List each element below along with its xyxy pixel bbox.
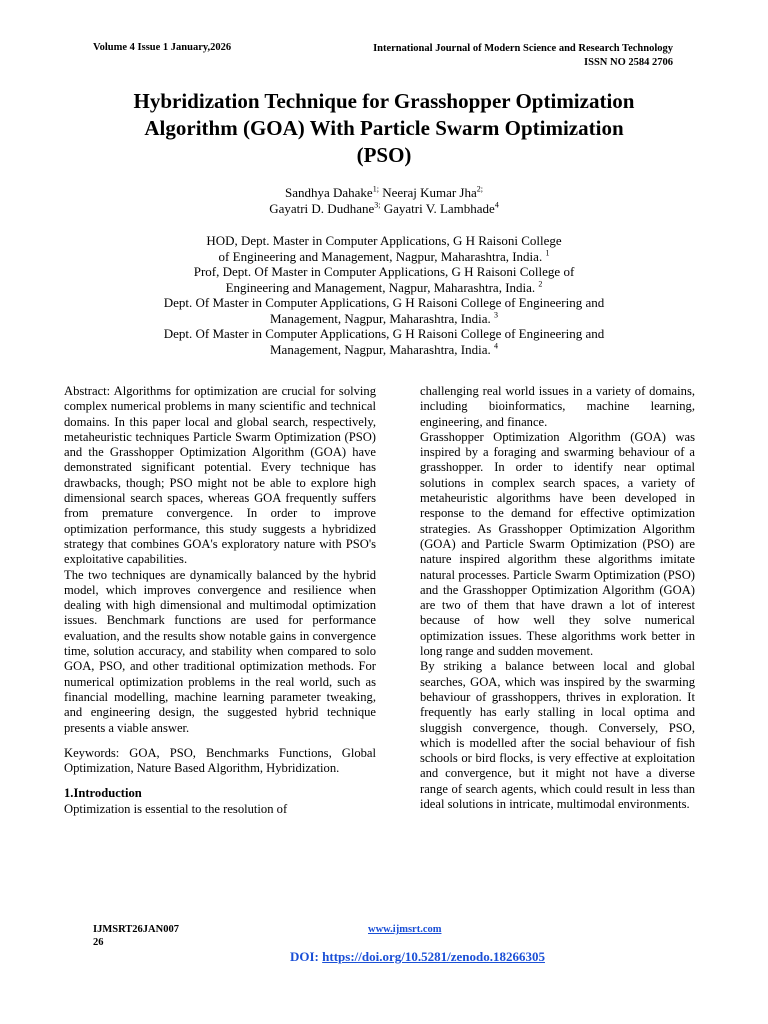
intro-paragraph-continued: challenging real world issues in a variety of domains, including bioinformatics, machine learning, engineering, and finance. bbox=[420, 384, 695, 429]
author-2-sup: 2; bbox=[476, 184, 483, 194]
introduction-start: Optimization is essential to the resolution of bbox=[64, 801, 288, 816]
title-line-2: Algorithm (GOA) With Particle Swarm Optimization bbox=[144, 116, 624, 140]
author-3-sup: 3; bbox=[374, 200, 381, 210]
affiliation-2-line-1: Prof, Dept. Of Master in Computer Applications, G H Raisoni College of bbox=[193, 264, 575, 279]
affiliation-4-line-1: Dept. Of Master in Computer Applications, G H Raisoni College of Engineering and bbox=[163, 326, 605, 341]
left-column bbox=[64, 384, 376, 817]
intro-paragraph-goa: Grasshopper Optimization Algorithm (GOA) was inspired by a foraging and swarming behaviour of a grasshopper. In order to identify near optimal solutions in complex search spaces, a variety of metaheuristic algorithms have been developed in response to the demand for effective optimization strategies. As Grasshopper Optimization Algorithm (GOA) and Particle Swarm Optimization (PSO) are nature inspired algorithm these algorithms imitate natural processes. Particle Swarm Optimization (PSO) and the Grasshopper Optimization Algorithm (GOA) are two of them that have drawn a lot of interest because of how well they solve numerical optimization issues. These algorithms work better in long range and sudden movement. bbox=[420, 429, 695, 659]
right-column bbox=[420, 384, 695, 812]
affiliations bbox=[110, 233, 658, 357]
author-3: Gayatri D. Dudhane bbox=[269, 201, 375, 216]
abstract-paragraph-2: The two techniques are dynamically balanced by the hybrid model, which improves convergence and resilience when dealing with high dimensional and multimodal optimization issues. Benchmark functions are used for performance evaluation, and the results show notable gains in convergence time, solution accuracy, and stability when compared to solo GOA, PSO, and other traditional optimization methods. For numerical optimization problems in the real world, such as financial modelling, machine learning parameter tweaking, and engineering design, the suggested hybrid technique presents a viable answer. bbox=[64, 567, 376, 735]
introduction-heading: 1.Introduction bbox=[64, 786, 142, 801]
author-1-sup: 1; bbox=[372, 184, 379, 194]
author-2: Neeraj Kumar Jha bbox=[378, 185, 477, 200]
affiliation-1-text: of Engineering and Management, Nagpur, Maharashtra, India. bbox=[218, 248, 543, 264]
affiliation-2-line-2 bbox=[110, 280, 658, 296]
header-volume: Volume 4 Issue 1 January,2026 bbox=[93, 42, 232, 53]
authors-line-1 bbox=[110, 185, 658, 201]
author-4-sup: 4 bbox=[494, 200, 499, 210]
abstract-paragraph-1: Abstract: Algorithms for optimization are crucial for solving complex numerical problems in many scientific and technical domains. In this paper local and global search, respectively, metaheuristic techniques Particle Swarm Optimization (PSO) and the Grasshopper Optimization Algorithm (GOA) have demonstrated significant potential. Every technique has drawbacks, though; PSO might not be able to explore high dimensional search spaces, whereas GOA frequently suffers from premature convergence. In order to improve optimization performance, this study suggests a hybridized strategy that combines GOA's exploratory nature with PSO's exploitative capabilities. bbox=[64, 384, 376, 567]
website-link[interactable]: www.ijmsrt.com bbox=[368, 924, 442, 935]
header-journal-block bbox=[373, 42, 673, 70]
page-number: 26 bbox=[93, 936, 104, 948]
affiliation-4-text: Management, Nagpur, Maharashtra, India. bbox=[269, 341, 491, 357]
affiliation-2-text: Engineering and Management, Nagpur, Maharashtra, India. bbox=[225, 279, 536, 295]
title-line-1: Hybridization Technique for Grasshopper Optimization bbox=[133, 89, 635, 113]
affiliation-3-line-2 bbox=[110, 311, 658, 327]
paper-id: IJMSRT26JAN007 bbox=[93, 924, 179, 935]
keywords: Keywords: GOA, PSO, Benchmarks Functions, Global Optimization, Nature Based Algorithm, Hybridization. bbox=[64, 745, 376, 776]
doi-label: DOI: bbox=[290, 949, 323, 964]
footer-left bbox=[93, 924, 179, 949]
intro-paragraph-balance: By striking a balance between local and global searches, GOA, which was inspired by the swarming behaviour of grasshoppers, thrives in exploration. It frequently has early stalling in local optima and sluggish convergence, though. Conversely, PSO, which is modelled after the social behaviour of fish schools or bird flocks, is very effective at exploitation and convergence, but it might not have a diverse range of search agents, which could result in less than ideal solutions in intricate, multimodal environments. bbox=[420, 659, 695, 812]
affiliation-4-line-2 bbox=[110, 342, 658, 358]
authors-line-2 bbox=[110, 201, 658, 217]
paper-title bbox=[60, 88, 708, 169]
author-4: Gayatri V. Lambhade bbox=[380, 201, 495, 216]
affiliation-4-sup: 4 bbox=[494, 341, 498, 351]
author-1: Sandhya Dahake bbox=[284, 185, 373, 200]
affiliation-3-line-1: Dept. Of Master in Computer Applications, G H Raisoni College of Engineering and bbox=[163, 295, 605, 310]
title-line-3: (PSO) bbox=[356, 143, 412, 167]
header-journal: International Journal of Modern Science and Research Technology bbox=[373, 43, 673, 54]
header-issn: ISSN NO 2584 2706 bbox=[584, 57, 673, 68]
affiliation-1-line-1: HOD, Dept. Master in Computer Applications, G H Raisoni College bbox=[206, 233, 562, 248]
affiliation-1-sup: 1 bbox=[545, 248, 550, 258]
affiliation-3-text: Management, Nagpur, Maharashtra, India. bbox=[269, 310, 491, 326]
affiliation-3-sup: 3 bbox=[494, 310, 498, 320]
authors bbox=[110, 185, 658, 217]
spacer bbox=[64, 736, 376, 746]
doi-link[interactable]: https://doi.org/10.5281/zenodo.18266305 bbox=[322, 949, 545, 964]
affiliation-2-sup: 2 bbox=[538, 279, 543, 289]
doi-line bbox=[290, 949, 545, 965]
affiliation-1-line-2 bbox=[110, 249, 658, 265]
